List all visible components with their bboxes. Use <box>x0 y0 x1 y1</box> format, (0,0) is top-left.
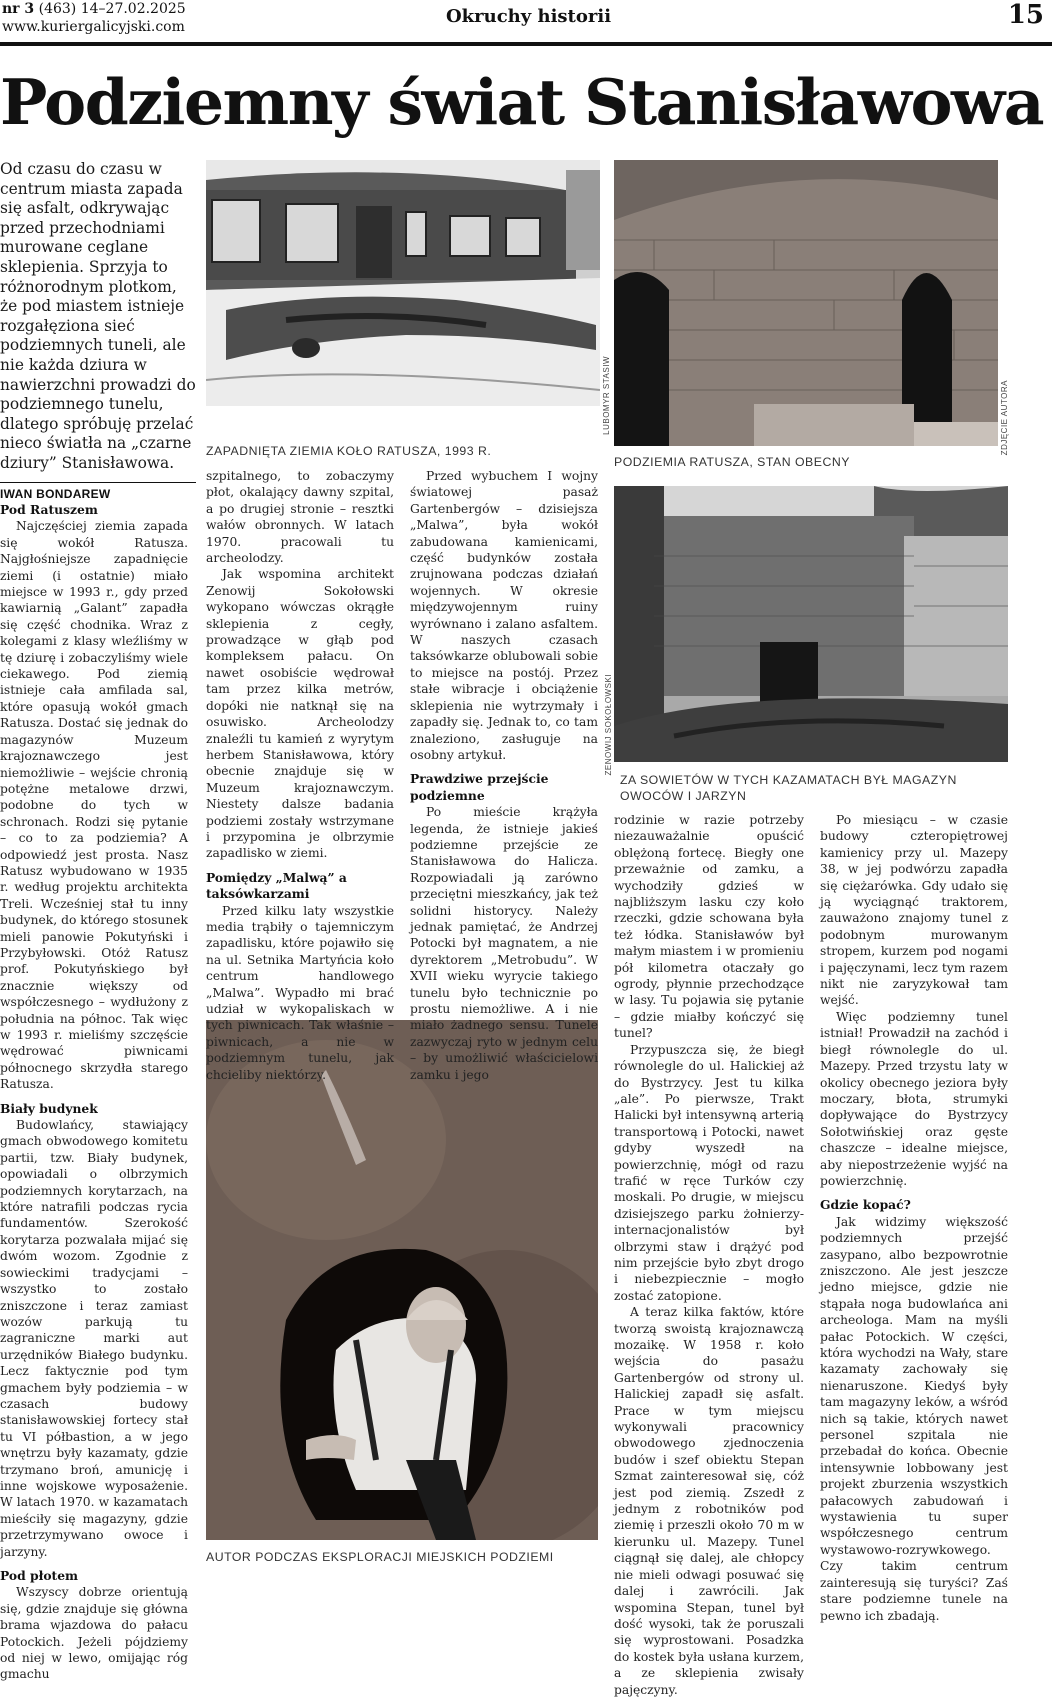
paragraph: Jak widzimy większość podziemnych przejść zasypano, albo bezpowrotnie zniszczono. Ale jest jeszcze jedno miejsce, gdzie nie stąpała noga budowlańca ani archeologa. Mam na myśli pałac Potockich. W części, która wychodzi na Wały, stare kazamaty zachowały się nienaruszone. Kiedyś były tam magazyny leków, a wśród nich są takie, których nawet personel szpitala nie przebadał do końca. Obecnie intensywnie lobbowany jest projekt zburzenia wszystkich pałacowych zabudowań i wystawienia tu super współczesnego centrum wystawowo-rozrywkowego. Czy takim centrum zainteresują się turyści? Zaś stare podziemne tunele na pewno ich zbadają. <box>820 1214 1008 1623</box>
photo-town-hall-vaults <box>614 160 998 446</box>
subheading: Pod Ratuszem <box>0 502 98 517</box>
text-column-5 <box>820 812 1008 1624</box>
photo4-caption: AUTOR PODCZAS EKSPLORACJI MIEJSKICH PODZIEMI <box>206 1550 554 1564</box>
text-column-2 <box>206 468 394 1083</box>
article-author: IWAN BONDAREW <box>0 487 111 501</box>
paragraph: A teraz kilka faktów, które tworzą swoistą krajoznawczą mozaikę. W 1958 r. koło wejścia do pasażu Gartenbergów od strony ul. Halickiej zapadł się asfalt. Prace w tym miejscu wykonywali pracownicy obwodowego zjednoczenia budów i szef obiektu Stepan Szmat zainteresował się, cóż jest pod ziemią. Zszedł z jednym z robotników pod ziemię i przeszli około 70 m w kierunku ul. Mazepy. Tunel ciągnął się dalej, ale chłopcy nie mieli odwagi posuwać się dalej i zawrócili. Jak wspomina Stepan, tunel był dość wysoki, tak że poruszali się wyprostowani. Posadzka do kostek była usłana kurzem, a ze sklepienia zwisały pajęczyny. <box>614 1305 804 1697</box>
paragraph: Po mieście krążyła legenda, że istnieje jakieś podziemne przejście ze Stanisławowa do Halicza. Rozpowiadali ją zarówno przeciętni mieszkańcy, jak też solidni historycy. Należy jednak pamiętać, że Andrzej Potocki był magnatem, a nie dyrektorem „Metrobudu”. W XVII wieku wyrycie takiego tunelu było technicznie po prostu niemożliwe. A i nie miało żadnego sensu. Tunele zazwyczaj ryto w jednym celu – by umożliwić właścicielowi zamku i jego <box>410 805 598 1082</box>
photo1-caption: ZAPADNIĘTA ZIEMIA KOŁO RATUSZA, 1993 R. <box>206 444 492 458</box>
section-title: Okruchy historii <box>446 6 612 27</box>
paragraph: Przypuszcza się, że biegł równolegle do ul. Halickiej aż do Bystrzycy. Jest tu kilka „ale”. Po pierwsze, Trakt Halicki był intensywną arterią transportową i Potocki, nawet gdyby wyszedł na powierzchnię, mógł od razu trafić w ręce Turków czy moskali. Po drugie, w miejscu dzisiejszego parku żołnierzy-internacjonalistów był olbrzymi staw i drążyć pod nim przejście było zbyt drogo i niebezpiecznie – mogło zostać zatopione. <box>614 1042 804 1303</box>
paragraph: Więc podziemny tunel istniał! Prowadził na zachód i biegł równolegle do ul. Mazepy. Przed trzystu laty w okolicy obecnego jeziora były moczary, błota, strumyki dopływające do Bystrzycy Sołotwińskiej oraz gęste chaszcze – idealne miejsce, aby niepostrzeżenie wyjść na powierzchnię. <box>820 1009 1008 1188</box>
website-link[interactable]: www.kuriergalicyjski.com <box>2 19 185 35</box>
paragraph: Po miesiącu – w czasie budowy czteropiętrowej kamienicy przy ul. Mazepy 38, w jej podwórzu zapadła się ciężarówka. Gdy udało się ją wyciągnąć traktorem, zauważono znajomy tunel z podobnym murowanym stropem, kurzem pod nogami i pajęczynami, lecz tym razem nikt nie zaryzykował tam wejść. <box>820 813 1008 1008</box>
issue-info <box>2 0 186 36</box>
article-lead: Od czasu do czasu w centrum miasta zapada się asfalt, odkrywając przed przechodniami murowane ceglane sklepienia. Sprzyja to różnorodnym plotkom, że pod miastem istnieje rozgałęziona sieć podziemnych tuneli, ale nie każda dziura w nawierzchni prowadzi do podziemnego tunelu, dlatego spróbuję przelać nieco światła na „czarne dziury” Stanisławowa. <box>0 160 196 472</box>
author-rule <box>0 482 196 483</box>
article-title: Podziemny świat Stanisławowa <box>0 65 1044 139</box>
subheading: Biały budynek <box>0 1100 98 1116</box>
photo2-credit: ZDJĘCIE AUTORA <box>1000 380 1009 456</box>
page-number: 15 <box>1007 0 1044 30</box>
paragraph: Przed wybuchem I wojny światowej pasaż Gartenbergów – dzisiejsza „Malwa”, była wokół zabudowana kamienicami, część budynków została zrujnowana podczas działań wojennych. W okresie międzywojennym ruiny wyrównano i zalano asfaltem. W naszych czasach taksówkarze oblubowali sobie to miejsce na postój. Przez stałe wibracje i obciążenie sklepienia nie wytrzymały i zapadły się. Jednak to, co tam znaleziono, zasługuje na osobny artykuł. <box>410 469 598 762</box>
text-column-1 <box>0 502 188 1683</box>
text-column-3 <box>410 468 598 1083</box>
paragraph: rodzinie w razie potrzeby niezauważalnie opuścić oblężoną fortecę. Biegły one przeważnie od zamku, a wychodziły gdzieś w najbliższym lasku czy koło rzeczki, gdzie schowana była też łódka. Stanisławów był małym miastem i w promieniu pół kilometra otaczały go ogrody, płynnie przechodzące w lasy. Tu pojawia się pytanie – gdzie miałby kończyć się tunel? <box>614 813 804 1041</box>
paragraph: Wszyscy dobrze orientują się, gdzie znajduje się główna brama wjazdowa do pałacu Potockich. Jeżeli pójdziemy od niej w lewo, omijając róg gmachu <box>0 1585 188 1682</box>
photo1-credit: LUBOMYR STASIW <box>602 356 611 435</box>
subheading: Pomiędzy „Malwą” a taksówkarzami <box>206 869 347 902</box>
text-column-4 <box>614 812 804 1698</box>
paragraph: Przed kilku laty wszystkie media trąbiły o tajemniczym zapadlisku, które pojawiło się na ul. Setnika Martyńcia koło centrum handlowego „Malwa”. Wypadło mi brać udział w wykopaliskach w tych piwnicach. Tak właśnie – piwnicach, a nie w podziemnym tunelu, jak chcieliby niektórzy. <box>206 903 394 1082</box>
paragraph: szpitalnego, to zobaczymy płot, okalający dawny szpital, a po drugiej stronie – resztki wałów obronnych. W latach 1970. pracowali tu archeolodzy. <box>206 469 394 566</box>
subheading: Gdzie kopać? <box>820 1197 911 1213</box>
subheading: Pod płotem <box>0 1568 79 1583</box>
paragraph: Jak wspomina architekt Zenowij Sokołowski wykopano wówczas okrągłe sklepienia z cegły, prowadzące w głąb pod kompleksem pałacu. On nawet osobiście wędrował tam przez kilka metrów, dopóki nie natknął się na osuwisko. Archeolodzy znaleźli tu kamień z wyrytym herbem Stanisławowa, który obecnie znajduje się w Muzeum krajoznawczym. Niestety dalsze badania podziemi zostały wstrzymane i przypomina je olbrzymie zapadlisko w ziemi. <box>206 567 394 861</box>
photo2-caption: PODZIEMIA RATUSZA, STAN OBECNY <box>614 455 850 469</box>
photo-casemates <box>614 486 1008 762</box>
photo3-credit: ZENOWIJ SOKOŁOWSKI <box>604 674 613 776</box>
paragraph: Budowlańcy, stawiający gmach obwodowego komitetu partii, tzw. Biały budynek, opowiadali o olbrzymich podziemnych korytarzach, na które natrafili podczas rycia fundamentów. Szerokość korytarza pozwalała mijać się dwóm wozom. Zgodnie z sowieckimi tradycjami – wszystko to zostało zniszczone i teraz zamiast wozów parkują tu zagraniczne marki aut urzędników Białego budynku. Lecz faktycznie pod tym gmachem były podziemia – w czasach budowy stanisławowskiej fortecy stał tu VI półbastion, a w jego wnętrzu były kazamaty, gdzie trzymano broń, amunicję i inne wojskowe wyposażenie. W latach 1970. w kazamatach mieściły się magazyny, gdzie przetrzymywano owoce i jarzyny. <box>0 1118 188 1559</box>
header-rule <box>0 42 1052 46</box>
issue-number: nr 3 <box>2 1 35 17</box>
photo-town-hall-1993 <box>206 160 600 406</box>
photo-author-exploring <box>206 1020 598 1540</box>
photo3-caption: ZA SOWIETÓW W TYCH KAZAMATACH BYŁ MAGAZYN OWOCÓW I JARZYN <box>620 773 957 803</box>
subheading: Prawdziwe przejście podziemne <box>410 771 549 803</box>
paragraph: Najczęściej ziemia zapada się wokół Ratusza. Najgłośniejsze zapadnięcie ziemi (i ostatnie) miało miejsce w 1993 r., gdy przed kawiarnią „Galant” zapadła się część chodnika. Wraz z kolegami z klasy wleźliśmy w tę dziurę i zobaczyliśmy wiele ciekawego. Pod ziemią istnieje cała amfilada sal, które opasują wokół gmach Ratusza. Dostać się jednak do magazynów Muzeum krajoznawczego jest niemożliwie – wejście chronią potężne metalowe drzwi, podobne do tych w schronach. Rodzi się pytanie – co to za podziemia? A odpowiedź jest prosta. Nasz Ratusz wybudowano w 1935 r. według projektu architekta Treli. Wcześniej stał tu inny budynek, do którego stosunek mieli panowie Pokutyński i Przybyłowski. Otóż Ratusz prof. Pokutyńskiego był znacznie większy od współczesnego – wydłużony z południa na północ. Tak więc w 1993 r. mieliśmy szczęście wędrować piwnicami północnego skrzydła starego Ratusza. <box>0 519 188 1092</box>
issue-dates: (463) 14–27.02.2025 <box>34 1 186 17</box>
